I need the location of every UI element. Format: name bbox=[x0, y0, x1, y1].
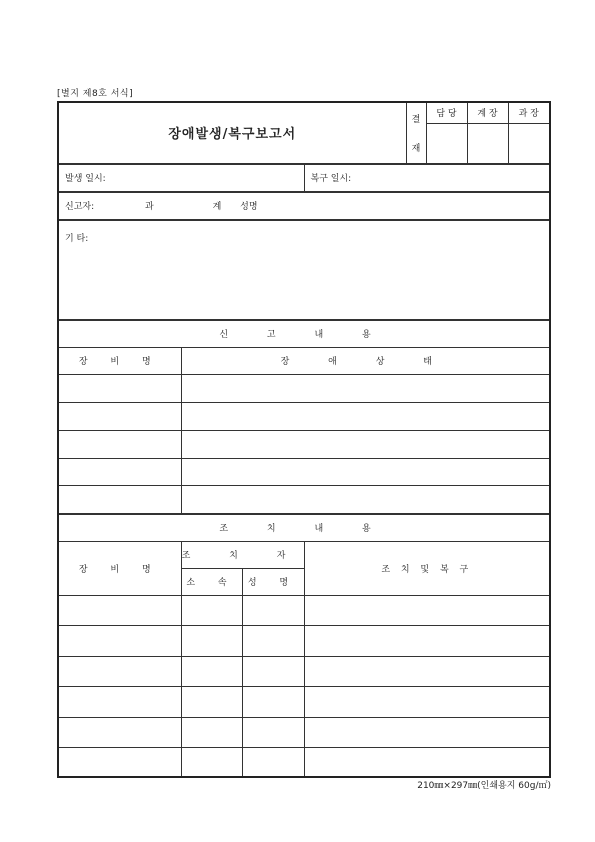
action-table bbox=[59, 514, 549, 777]
paper-spec-note: 210㎜×297㎜(인쇄용지 60g/㎡) bbox=[417, 781, 551, 791]
report-form bbox=[57, 101, 551, 778]
action-col-action: 조 치 및 복 구 bbox=[304, 541, 549, 595]
action-row-equipment-cell[interactable] bbox=[59, 595, 181, 625]
action-col-name: 성 명 bbox=[242, 568, 304, 595]
report-row-equipment-cell[interactable] bbox=[59, 402, 181, 430]
misc-field[interactable] bbox=[59, 220, 549, 319]
reporter-name-label: 성명 bbox=[240, 202, 258, 212]
action-row-affiliation-cell[interactable] bbox=[181, 686, 242, 717]
report-row-equipment-cell[interactable] bbox=[59, 485, 181, 513]
approval-header-manager: 과 장 bbox=[508, 103, 549, 123]
approval-header-chief: 계 장 bbox=[467, 103, 508, 123]
reporter-dept-suffix: 과 bbox=[145, 202, 154, 212]
action-row-action-cell[interactable] bbox=[304, 595, 549, 625]
form-number-label: [별지 제8호 서식] bbox=[57, 89, 134, 99]
report-row-equipment-cell[interactable] bbox=[59, 374, 181, 402]
datetime-table bbox=[59, 164, 549, 192]
action-row-name-cell[interactable] bbox=[242, 656, 304, 686]
misc-label: 기 타: bbox=[65, 233, 89, 244]
report-table bbox=[59, 320, 549, 514]
action-row-name-cell[interactable] bbox=[242, 686, 304, 717]
reporter-table bbox=[59, 192, 549, 220]
document-title: 장애발생/복구보고서 bbox=[59, 103, 406, 163]
report-row-status-cell[interactable] bbox=[181, 430, 549, 458]
action-row-name-cell[interactable] bbox=[242, 625, 304, 656]
action-row-name-cell[interactable] bbox=[242, 747, 304, 776]
action-row-action-cell[interactable] bbox=[304, 717, 549, 747]
reporter-field[interactable] bbox=[59, 192, 549, 219]
action-row-equipment-cell[interactable] bbox=[59, 686, 181, 717]
action-row-name-cell[interactable] bbox=[242, 717, 304, 747]
action-col-equipment: 장 비 명 bbox=[59, 541, 181, 595]
reporter-label: 신고자: bbox=[65, 202, 95, 212]
action-row-equipment-cell[interactable] bbox=[59, 656, 181, 686]
approval-sign-manager[interactable] bbox=[508, 123, 549, 163]
approval-side-label bbox=[406, 103, 426, 163]
action-row-name-cell[interactable] bbox=[242, 595, 304, 625]
action-row-equipment-cell[interactable] bbox=[59, 747, 181, 776]
action-row-affiliation-cell[interactable] bbox=[181, 747, 242, 776]
approval-sign-chief[interactable] bbox=[467, 123, 508, 163]
title-approval-table bbox=[59, 103, 549, 164]
report-row-status-cell[interactable] bbox=[181, 485, 549, 513]
action-row-action-cell[interactable] bbox=[304, 656, 549, 686]
approval-label-bottom: 재 bbox=[411, 143, 421, 154]
action-row-affiliation-cell[interactable] bbox=[181, 717, 242, 747]
approval-sign-staff[interactable] bbox=[426, 123, 467, 163]
report-col-equipment: 장 비 명 bbox=[59, 347, 181, 374]
action-col-actor: 조 치 자 bbox=[181, 541, 304, 568]
occurrence-datetime-field[interactable]: 발생 일시: bbox=[59, 164, 304, 191]
report-section-heading: 신 고 내 용 bbox=[59, 320, 549, 347]
report-row-status-cell[interactable] bbox=[181, 402, 549, 430]
action-row-equipment-cell[interactable] bbox=[59, 717, 181, 747]
action-col-affiliation: 소 속 bbox=[181, 568, 242, 595]
action-row-action-cell[interactable] bbox=[304, 625, 549, 656]
recovery-datetime-field[interactable]: 복구 일시: bbox=[304, 164, 549, 191]
report-row-status-cell[interactable] bbox=[181, 374, 549, 402]
action-row-affiliation-cell[interactable] bbox=[181, 656, 242, 686]
report-row-equipment-cell[interactable] bbox=[59, 430, 181, 458]
report-row-equipment-cell[interactable] bbox=[59, 458, 181, 485]
action-row-equipment-cell[interactable] bbox=[59, 625, 181, 656]
action-row-affiliation-cell[interactable] bbox=[181, 625, 242, 656]
report-row-status-cell[interactable] bbox=[181, 458, 549, 485]
action-section-heading: 조 치 내 용 bbox=[59, 514, 549, 541]
report-col-status: 장 애 상 태 bbox=[181, 347, 549, 374]
action-row-affiliation-cell[interactable] bbox=[181, 595, 242, 625]
reporter-team-suffix: 계 bbox=[212, 202, 222, 212]
action-row-action-cell[interactable] bbox=[304, 747, 549, 776]
misc-table bbox=[59, 220, 549, 320]
action-row-action-cell[interactable] bbox=[304, 686, 549, 717]
approval-label-top: 결 bbox=[411, 114, 421, 125]
approval-header-staff: 담 당 bbox=[426, 103, 467, 123]
